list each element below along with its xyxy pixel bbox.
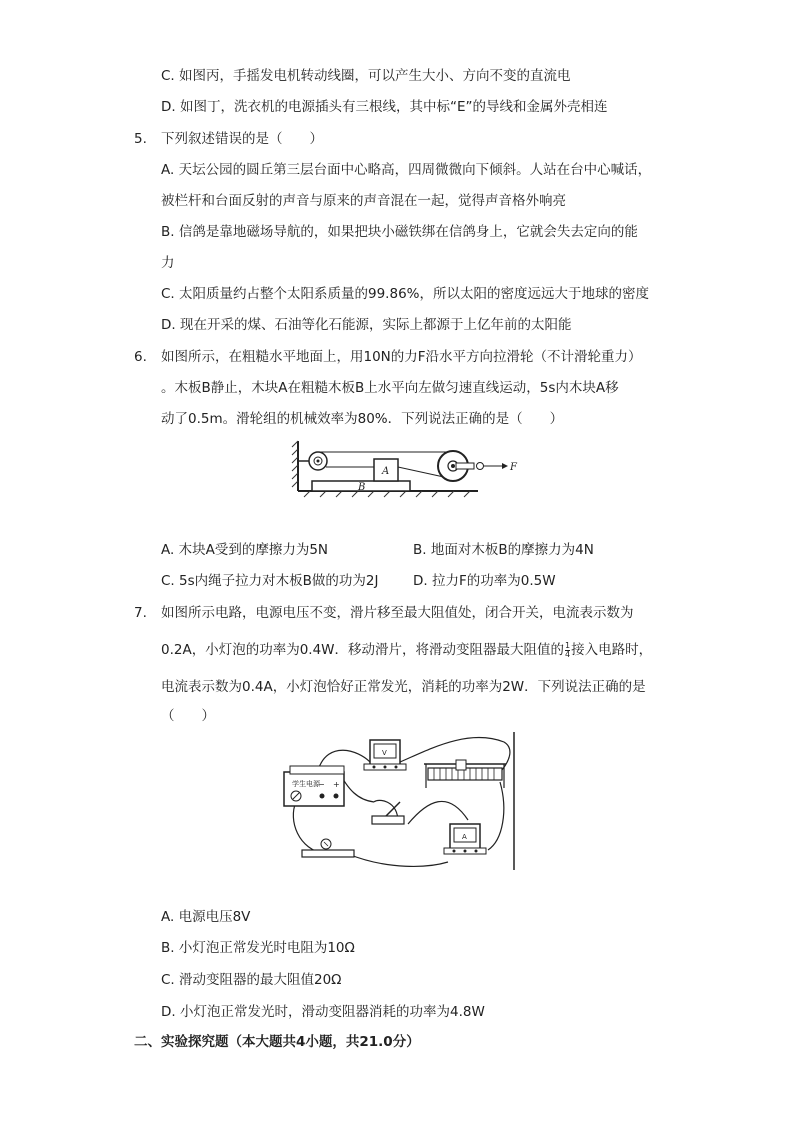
q7-option-d: D. 小灯泡正常发光时，滑动变阻器消耗的功率为4.8W <box>161 1004 485 1020</box>
q5-option-c: C. 太阳质量约占整个太阳系质量的99.86%，所以太阳的密度远远大于地球的密度 <box>161 286 649 302</box>
ammeter-label: A <box>462 833 467 841</box>
q5-option-b-cont: 力 <box>161 255 175 271</box>
q4-option-c: C. 如图丙，手摇发电机转动线圈，可以产生大小、方向不变的直流电 <box>161 68 571 84</box>
q6-number: 6. <box>134 349 147 365</box>
q6-stem-line2: 。木板B静止，木块A在粗糙木板B上水平向左做匀速直线运动，5s内木块A移 <box>161 380 619 396</box>
svg-text:+: + <box>333 780 340 789</box>
pulley-figure <box>290 437 530 499</box>
q7-stem-line1: 如图所示电路，电源电压不变，滑片移至最大阻值处，闭合开关，电流表示数为 <box>161 605 634 621</box>
fraction-denominator: 4 <box>565 649 571 659</box>
q6-option-c: C. 5s内绳子拉力对木板B做的功为2J <box>161 573 379 589</box>
q7-option-b: B. 小灯泡正常发光时电阻为10Ω <box>161 940 355 956</box>
power-supply-label: 学生电源 <box>292 780 320 788</box>
q5-stem: 下列叙述错误的是（ ） <box>161 131 323 147</box>
q6-option-d: D. 拉力F的功率为0.5W <box>413 573 556 589</box>
q7-option-a: A. 电源电压8V <box>161 909 251 925</box>
q7-stem-line2 <box>161 640 652 660</box>
q7-number: 7. <box>134 605 147 621</box>
fraction-numerator: 1 <box>565 640 571 650</box>
q7-stem-line2-part2: 接入电路时， <box>571 642 653 658</box>
q7-option-c: C. 滑动变阻器的最大阻值20Ω <box>161 972 342 988</box>
q5-option-a: A. 天坛公园的圆丘第三层台面中心略高，四周微微向下倾斜。人站在台中心喊话， <box>161 162 652 178</box>
circuit-figure <box>278 730 520 872</box>
q6-option-a: A. 木块A受到的摩擦力为5N <box>161 542 329 558</box>
q4-option-d: D. 如图丁，洗衣机的电源插头有三根线，其中标“E”的导线和金属外壳相连 <box>161 99 608 115</box>
q6-stem-line3: 动了0.5m。滑轮组的机械效率为80%．下列说法正确的是（ ） <box>161 411 564 427</box>
q5-option-a-cont: 被栏杆和台面反射的声音与原来的声音混在一起，觉得声音格外响亮 <box>161 193 566 209</box>
section-heading-experiment: 二、实验探究题（本大题共4小题，共21.0分） <box>134 1034 420 1050</box>
board-b-label: B <box>358 482 366 493</box>
force-f-label: F <box>510 462 517 473</box>
q7-stem-line4: （ ） <box>161 708 215 724</box>
q6-stem-line1: 如图所示，在粗糙水平地面上，用10N的力F沿水平方向拉滑轮（不计滑轮重力） <box>161 349 642 365</box>
q6-option-b: B. 地面对木板B的摩擦力为4N <box>413 542 594 558</box>
block-a-label: A <box>382 466 390 477</box>
fraction-quarter <box>565 642 570 659</box>
q7-stem-line3: 电流表示数为0.4A，小灯泡恰好正常发光，消耗的功率为2W．下列说法正确的是 <box>161 679 646 695</box>
svg-text:−: − <box>318 780 325 789</box>
q5-option-d: D. 现在开采的煤、石油等化石能源，实际上都源于上亿年前的太阳能 <box>161 317 572 333</box>
q5-option-b: B. 信鸽是靠地磁场导航的，如果把块小磁铁绑在信鸽身上，它就会失去定向的能 <box>161 224 638 240</box>
q5-number: 5. <box>134 131 147 147</box>
voltmeter-label: V <box>382 749 387 757</box>
q7-stem-line2-part1: 0.2A，小灯泡的功率为0.4W．移动滑片，将滑动变阻器最大阻值的 <box>161 642 565 658</box>
